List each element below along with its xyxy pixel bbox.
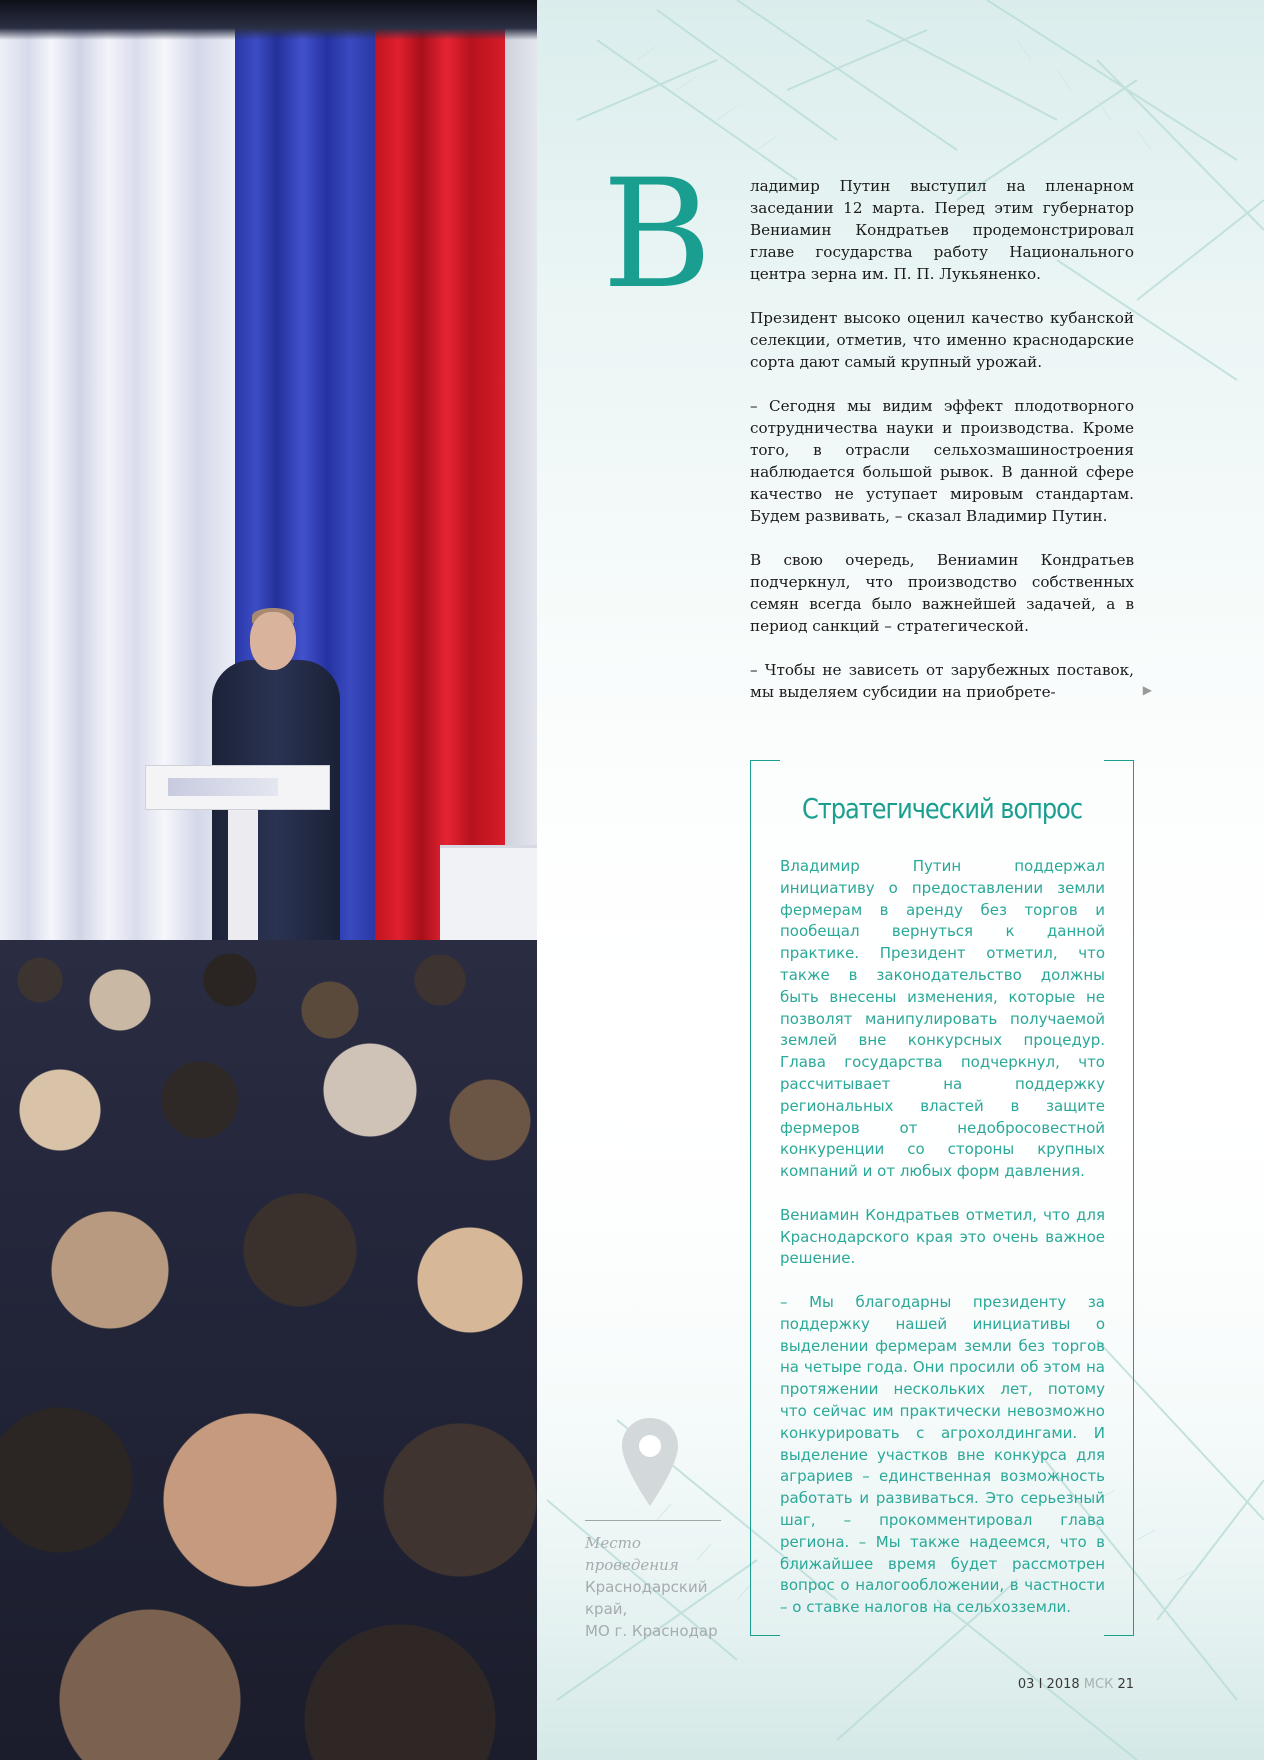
article-paragraph: – Сегодня мы видим эффект плодотворного сотрудничества науки и производства. Кроме того, в отрасли сельхозмашиностроения наблюдается большой рывок. В данной сфере качество не уступает мировым стандартам. Будем развивать, – сказал Владимир Путин. bbox=[750, 397, 1134, 525]
location-value: край, bbox=[585, 1600, 628, 1618]
page-folio bbox=[940, 1677, 1134, 1692]
red-curtain bbox=[375, 0, 505, 985]
map-pin-icon bbox=[620, 1416, 680, 1508]
location-label: проведения bbox=[585, 1556, 679, 1574]
ceiling-lights bbox=[0, 0, 537, 40]
sidebar-paragraph: Вениамин Кондратьев отметил, что для Краснодарского края это очень важное решение. bbox=[780, 1205, 1105, 1268]
audience bbox=[0, 940, 537, 1760]
podium-sign bbox=[168, 778, 278, 796]
article-paragraph: ладимир Путин выступил на пленарном заседании 12 марта. Перед этим губернатор Вениамин Кондратьев продемонстрировал главе государства работу Национального центра зерна им. П. П. Лукьяненко. bbox=[750, 177, 1134, 283]
page-number: 21 bbox=[1117, 1677, 1134, 1692]
stage-wall bbox=[505, 0, 537, 985]
white-curtain bbox=[0, 0, 235, 985]
sidebar-title: Стратегический вопрос bbox=[801, 792, 1083, 825]
article-paragraph: Президент высоко оценил качество кубанской селекции, отметив, что именно краснодарские сорта дают самый крупный урожай. bbox=[750, 309, 1134, 371]
drop-cap: В bbox=[602, 148, 713, 322]
sidebar-box bbox=[750, 760, 1134, 1636]
issue-date: 03 I 2018 bbox=[1017, 1677, 1080, 1692]
location-value: Краснодарский bbox=[585, 1578, 708, 1596]
article-paragraph-text: – Чтобы не зависеть от зарубежных поставок, мы выделяем субсидии на приобрете- bbox=[750, 661, 1134, 701]
location-block bbox=[585, 1532, 735, 1642]
location-divider bbox=[585, 1520, 721, 1521]
event-photo bbox=[0, 0, 537, 1760]
sidebar-paragraph: – Мы благодарны президенту за поддержку нашей инициативы о выделении фермерам земли без торгов на четыре года. Они просили об этом на протяжении нескольких лет, потому что сейчас им практически невозможно конкурировать с агрохолдингами. И выделение участков вне конкурса для аграриев – единственная возможность работать и развиваться. Это серьезный шаг, – прокомментировал глава региона. – Мы также надеемся, что в ближайшее время будет рассмотрен вопрос о налогообложении, в частности – о ставке налогов на сельхозземли. bbox=[780, 1292, 1105, 1617]
magazine-name: МСК bbox=[1083, 1677, 1114, 1692]
left-bracket bbox=[750, 760, 780, 1636]
location-label: Место bbox=[585, 1534, 641, 1552]
right-bracket bbox=[1104, 760, 1134, 1636]
article-body bbox=[750, 175, 1152, 725]
speaker-head bbox=[250, 612, 296, 670]
sidebar-body bbox=[780, 856, 1105, 1641]
article-paragraph: В свою очередь, Вениамин Кондратьев подчеркнул, что производство собственных семян всегда было важнейшей задачей, а в период санкций – стратегической. bbox=[750, 551, 1134, 635]
sidebar-paragraph: Владимир Путин поддержал инициативу о предоставлении земли фермерам в аренду без торгов и пообещал вернуться к данной практике. Президент отметил, что также в законодательство должны быть внесены изменения, которые не позволят манипулировать получаемой землей вне конкурсных процедур. Глава государства подчеркнул, что рассчитывает на поддержку региональных властей в защите фермеров от недобросовестной конкуренции со стороны крупных компаний и от любых форм давления. bbox=[780, 857, 1105, 1181]
article-paragraph-continued bbox=[750, 659, 1152, 703]
continue-arrow-icon: ▶ bbox=[1142, 683, 1152, 697]
location-value: МО г. Краснодар bbox=[585, 1622, 718, 1640]
